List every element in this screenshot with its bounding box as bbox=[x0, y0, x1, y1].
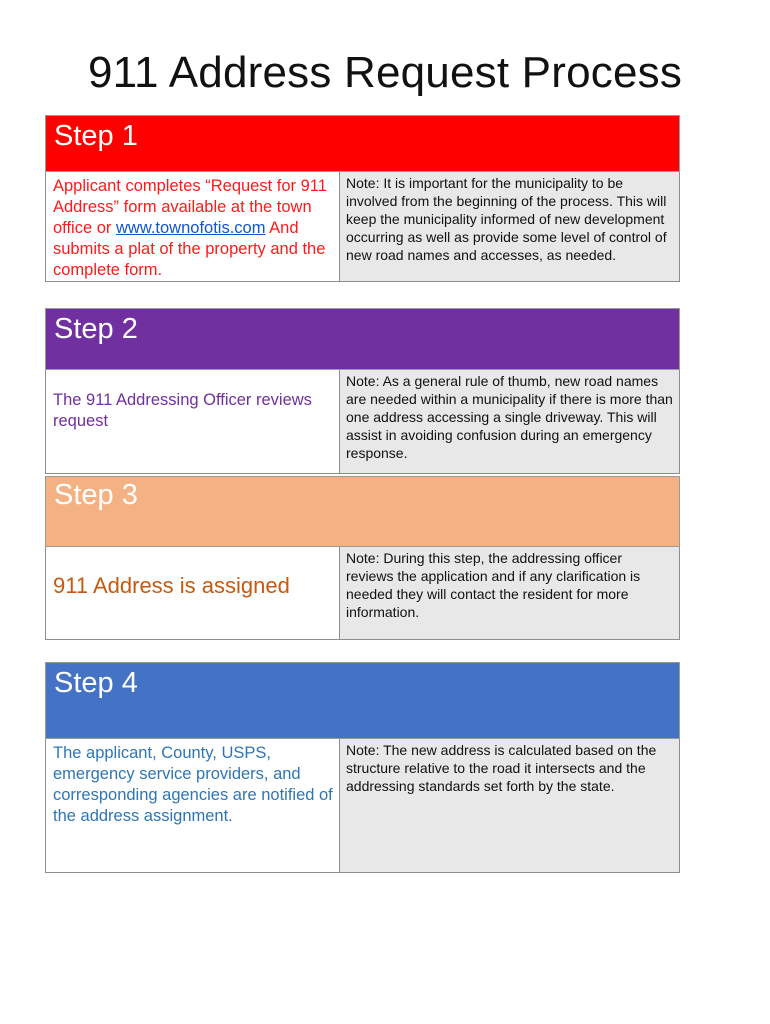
step-3-description bbox=[46, 547, 340, 639]
step-3-note: Note: During this step, the addressing officer reviews the application and if any clarification is needed they will contact the resident for more information. bbox=[340, 547, 679, 639]
step-2-header: Step 2 bbox=[45, 308, 680, 370]
step-1-header: Step 1 bbox=[45, 115, 680, 172]
step-1-text-after: And submits a plat of the property and the complete form. bbox=[53, 219, 326, 279]
step-2-text: The 911 Addressing Officer reviews request bbox=[53, 391, 312, 430]
step-2-body bbox=[45, 370, 680, 474]
step-4-note: Note: The new address is calculated based on the structure relative to the road it intersects and the addressing standards set forth by the state. bbox=[340, 739, 679, 872]
step-1-text: Applicant completes “Request for 911 Address” form available at the town office or bbox=[53, 177, 327, 237]
step-1-description-text bbox=[53, 176, 333, 281]
step-1-note: Note: It is important for the municipality to be involved from the beginning of the process. This will keep the municipality informed of new development occurring as well as provide some level of control of new road names and accesses, as needed. bbox=[340, 172, 679, 281]
step-2-card bbox=[45, 308, 680, 474]
step-2-description bbox=[46, 370, 340, 473]
page-title: 911 Address Request Process bbox=[87, 48, 683, 97]
step-1-body bbox=[45, 172, 680, 282]
step-3-body bbox=[45, 547, 680, 640]
step-1-description bbox=[46, 172, 340, 281]
step-4-card bbox=[45, 662, 680, 873]
step-2-note: Note: As a general rule of thumb, new road names are needed within a municipality if there is more than one address accessing a single driveway. This will assist in avoiding confusion during an emergency response. bbox=[340, 370, 679, 473]
step-3-text: 911 Address is assigned bbox=[53, 573, 290, 598]
step-3-header: Step 3 bbox=[45, 476, 680, 547]
town-website-link[interactable]: www.townofotis.com bbox=[116, 219, 266, 237]
step-4-body bbox=[45, 739, 680, 873]
step-4-description bbox=[46, 739, 340, 872]
step-3-card bbox=[45, 476, 680, 640]
step-4-text: The applicant, County, USPS, emergency service providers, and corresponding agencies are notified of the address assignment. bbox=[53, 744, 333, 825]
step-4-header: Step 4 bbox=[45, 662, 680, 739]
step-1-card bbox=[45, 115, 680, 282]
